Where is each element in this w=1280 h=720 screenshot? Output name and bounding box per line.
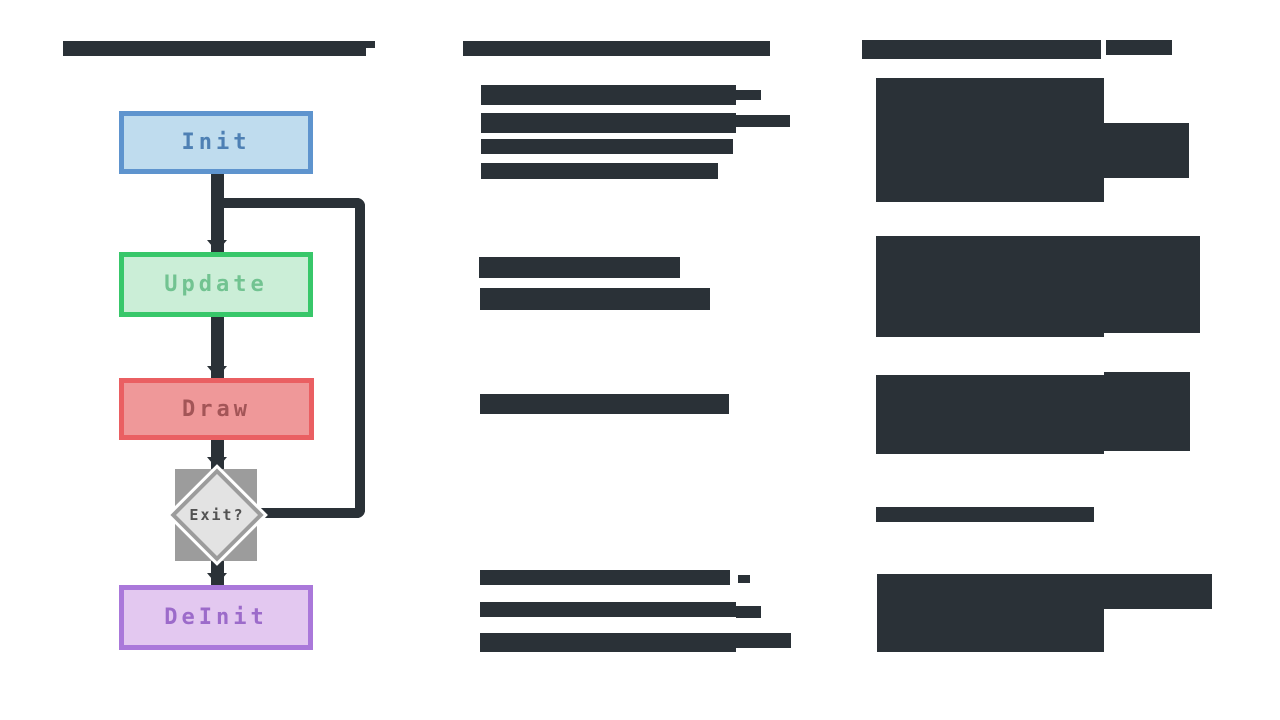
arrowhead-into-deinit <box>207 573 227 585</box>
flow-node-deinit <box>119 585 313 650</box>
redacted-bar-deinit-description <box>480 633 736 652</box>
redacted-bar-deinit-code-block <box>877 609 1104 652</box>
redacted-bar-flowchart-column-title <box>63 41 366 56</box>
redacted-bar-update-code-block <box>1104 236 1200 333</box>
flow-node-deinit-label: DeInit <box>164 605 268 630</box>
flow-node-init-label: Init <box>181 130 251 155</box>
redacted-bar-deinit-description <box>480 570 730 585</box>
flow-node-update <box>119 252 313 317</box>
redacted-bar-init-description <box>481 139 733 154</box>
redacted-bar-code-column-title <box>1106 40 1172 55</box>
exit-decision-label: Exit? <box>189 506 245 524</box>
arrowhead-into-update <box>207 240 227 252</box>
redacted-bar-exit-code-line <box>876 507 1094 522</box>
redacted-bar-update-description <box>479 257 680 278</box>
redacted-bar-deinit-code-block <box>877 574 1212 609</box>
redacted-bar-init-description <box>481 163 718 179</box>
redacted-bar-init-description <box>736 90 761 100</box>
redacted-bar-init-code-block <box>876 78 1104 202</box>
flow-node-draw-label: Draw <box>182 396 251 422</box>
redacted-bar-init-description <box>481 113 736 133</box>
redacted-bar-update-description <box>480 288 710 310</box>
redacted-bar-init-description <box>736 115 790 127</box>
redacted-bar-description-column-title <box>463 41 770 56</box>
redacted-bar-init-code-block <box>1104 123 1189 178</box>
arrowhead-into-exit <box>207 457 227 469</box>
redacted-bar-deinit-description <box>736 633 791 648</box>
flow-node-update-label: Update <box>164 272 268 297</box>
redacted-bar-init-description <box>481 85 736 105</box>
redacted-bar-flowchart-column-title <box>366 41 375 48</box>
redacted-bar-deinit-description <box>736 606 761 618</box>
redacted-bar-draw-code-block <box>1104 372 1190 451</box>
redacted-bar-deinit-description <box>738 575 750 583</box>
redacted-bar-code-column-title <box>862 40 1101 59</box>
flow-node-draw <box>119 378 314 440</box>
arrowhead-into-draw <box>207 366 227 378</box>
flow-node-init <box>119 111 313 174</box>
redacted-bar-draw-description <box>480 394 729 414</box>
redacted-bar-deinit-description <box>480 602 736 617</box>
redacted-bar-draw-code-block <box>876 375 1104 454</box>
redacted-bar-update-code-block <box>876 236 1104 337</box>
